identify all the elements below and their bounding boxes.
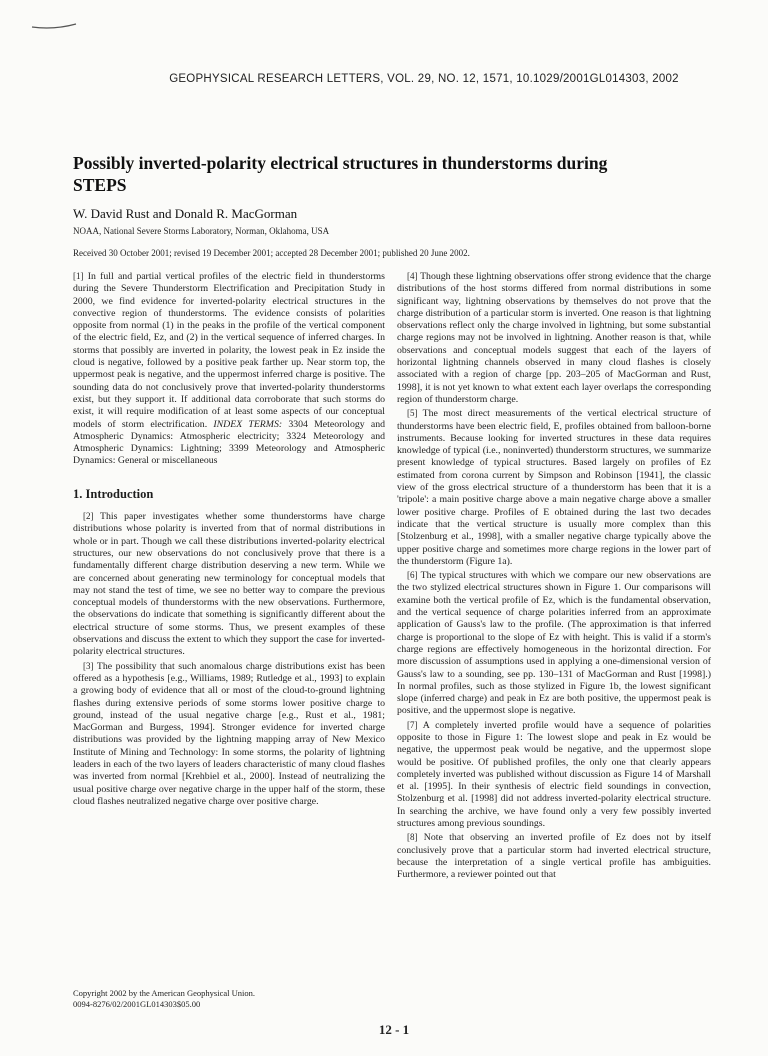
copyright-line: Copyright 2002 by the American Geophysical Union. xyxy=(73,988,256,998)
paragraph-number: [8] xyxy=(407,832,418,843)
paragraph-text: A completely inverted profile would have a sequence of polarities opposite to those in Figure 1: The lowest slope and peak in Ez would be negative, the uppermost peak would be negative, and the uppermost slope would be positive. Of published profiles, the only one that clearly appears completely inverted was published without discussion as Figure 14 of Marshall et al. [1995]. In their synthesis of electric field soundings in convection, Stolzenburg et al. [1998] did not address inverted-polarity electrical structure. In searching the archive, we have found only a very few possibly inverted structures among previous soundings. xyxy=(397,719,711,830)
body-paragraph xyxy=(397,270,711,406)
running-head: GEOPHYSICAL RESEARCH LETTERS, VOL. 29, NO. 12, 1571, 10.1029/2001GL014303, 2002 xyxy=(169,73,679,85)
copyright-notice xyxy=(73,988,255,1009)
index-terms-label: INDEX TERMS: xyxy=(213,418,283,430)
paragraph-number: [7] xyxy=(407,719,418,730)
paragraph-number: [4] xyxy=(407,271,418,281)
scan-mark xyxy=(30,22,78,30)
body-paragraph xyxy=(397,719,711,831)
issn-line: 0094-8276/02/2001GL014303$05.00 xyxy=(73,998,201,1009)
body-paragraph xyxy=(397,407,711,568)
article-title: Possibly inverted-polarity electrical structures in thunderstorms during STEPS xyxy=(73,153,608,195)
page-number: 12 - 1 xyxy=(378,1022,410,1037)
section-heading-introduction: 1. Introduction xyxy=(73,486,154,501)
paragraph-number: [3] xyxy=(83,660,94,671)
abstract-text: In full and partial vertical profiles of the electric field in thunderstorms during the Severe Thunderstorm Electrification and Precipitation Study in 2000, we find evidence for inverted-polarity electrical structures in the convective region of thunderstorms. The evidence consists of polarities opposite from normal (1) in the peaks in the profile of the vertical component of the electric field, Ez, and (2) in the vertical sequence of inferred charges. In storms that possibly are inverted in polarity, the lowest peak in Ez inside the cloud is negative, followed by a positive peak farther up. Near storm top, the uppermost peak is negative, and the uppermost inferred charge is positive. The sounding data do not conclusively prove that inverted-polarity thunderstorms exist, but they support it. If additional data corroborate that such storms do exist, it will require modification of at least some aspects of our conceptual models of storm electrification. xyxy=(73,271,385,430)
paragraph-text: The most direct measurements of the vertical electrical structure of thunderstorms have been electric field, E, profiles obtained from balloon-borne instruments. Because looking for inverted structures in these data requires knowledge of typical (i.e., noninverted) thunderstorm structures, we summarize present knowledge of typical structures. Based largely on profiles of Ez estimated from corona current by Simpson and Robinson [1941], the classic view of the gross electrical structure of a thunderstorm has been that it is a 'tripole': a main positive charge above a main negative charge above a smaller lower positive charge. Profiles of E obtained during the last two decades indicate that the vertical structure is usually more complex than this [Stolzenburg et al., 1998], with a smaller negative charge typically above the upper positive charge and sometimes more charge regions in the lower part of the thunderstorm (Figure 1a). xyxy=(397,408,712,567)
paragraph-number: [1] xyxy=(73,271,84,281)
paragraph-text: Though these lightning observations offer strong evidence that the charge distributions of the host storms differed from normal distributions in some significant way, lightning observations by themselves do not prove that the charge distribution of a particular storm is inverted. One reason is that lightning observations reflect only the charge involved in lightning, but some substantial charge regions may not be involved in lightning. Another reason is that, while observations and conceptual models suggest that each of the layers of horizontal lightning channels observed in many cloud flashes is closely associated with a region of charge [pp. 203–205 of MacGorman and Rust, 1998], it is not yet known to what extent each layer overlaps the corresponding region of thunderstorm charge. xyxy=(397,271,712,405)
paragraph-text: The typical structures with which we compare our new observations are the two stylized electrical structures shown in Figure 1. Our comparisons will examine both the vertical profile of Ez, which is the fundamental observation, and the vertical sequence of charge polarities inferred from an approximate application of Gauss's law to the profile. (The approximation is that inferred charge is proportional to the slope of Ez with height. This is valid if a storm's charge regions are effectively homogeneous in the horizontal direction. For more discussion of assumptions used in applying a one-dimensional version of Gauss's law to a sounding, see pp. 130–131 of MacGorman and Rust [1998].) In normal profiles, such as those stylized in Figure 1b, the lowest significant slope (inferred charge) and peak in Ez are both positive, the uppermost peak is positive, and the uppermost slope is negative. xyxy=(397,570,711,717)
body-paragraph xyxy=(73,660,385,809)
paragraph-text: Note that observing an inverted profile of Ez does not by itself conclusively prove that a particular storm had inverted electrical structure, because the interpretation of a single vertical profile has ambiguities. Furthermore, a reviewer pointed out that xyxy=(397,832,711,881)
paragraph-text: This paper investigates whether some thunderstorms have charge distributions whose polarity is inverted from that of normal distributions in whole or in part. Though we call these distributions inverted-polarity electrical structures, our new observations do not conclusively prove that there is a fundamentally different charge distribution deserving a new term. While we are concerned about generating new terminology for conceptual models that may not stand the test of time, we see no better way to compare the previous conceptual models of thunderstorms with the new observations. Furthermore, the observations do indicate that something is significantly different about the electrical structure of some storms. Thus, we present examples of these observations and discuss the extent to which they support the case for inverted-polarity electrical structures. xyxy=(73,511,385,658)
right-column xyxy=(397,270,711,882)
paragraph-number: [2] xyxy=(83,511,94,522)
abstract-paragraph xyxy=(73,270,385,468)
paragraph-text: The possibility that such anomalous charge distributions exist has been offered as a hypothesis [e.g., Williams, 1989; Rutledge et al., 1993] to explain a growing body of evidence that all or most of the cloud-to-ground lightning flashes during extensive periods of some storms lower positive charge to ground, instead of the usual negative charge [e.g., Rust et al., 1981; MacGorman and Burgess, 1994]. Stronger evidence for inverted charge distributions was provided by the lightning mapping array of New Mexico Institute of Mining and Technology: In some storms, the polarity of lightning leaders in each of the two layers of leaders characteristic of many cloud flashes was inverted from normal [Krehbiel et al., 2000]. Instead of neutralizing the usual positive charge over negative charge in the upper half of the storm, these cloud flashes neutralized negative charge over positive charge. xyxy=(73,660,386,807)
article-affiliation: NOAA, National Severe Storms Laboratory, Norman, Oklahoma, USA xyxy=(73,226,330,236)
body-paragraph xyxy=(73,510,385,659)
paragraph-number: [5] xyxy=(407,408,418,419)
index-terms-text: 3304 Meteorology and Atmospheric Dynamics: Atmospheric electricity; 3324 Meteorology and Atmospheric Dynamics: Lightning; 3399 Meteorology and Atmospheric Dynamics: General or miscellaneous xyxy=(73,418,386,467)
article-received-dates: Received 30 October 2001; revised 19 December 2001; accepted 28 December 2001; published 20 June 2002. xyxy=(73,248,470,258)
paragraph-number: [6] xyxy=(407,570,418,581)
body-paragraph xyxy=(397,569,711,718)
left-column xyxy=(73,270,385,808)
body-paragraph xyxy=(397,831,711,881)
article-authors: W. David Rust and Donald R. MacGorman xyxy=(73,206,298,221)
